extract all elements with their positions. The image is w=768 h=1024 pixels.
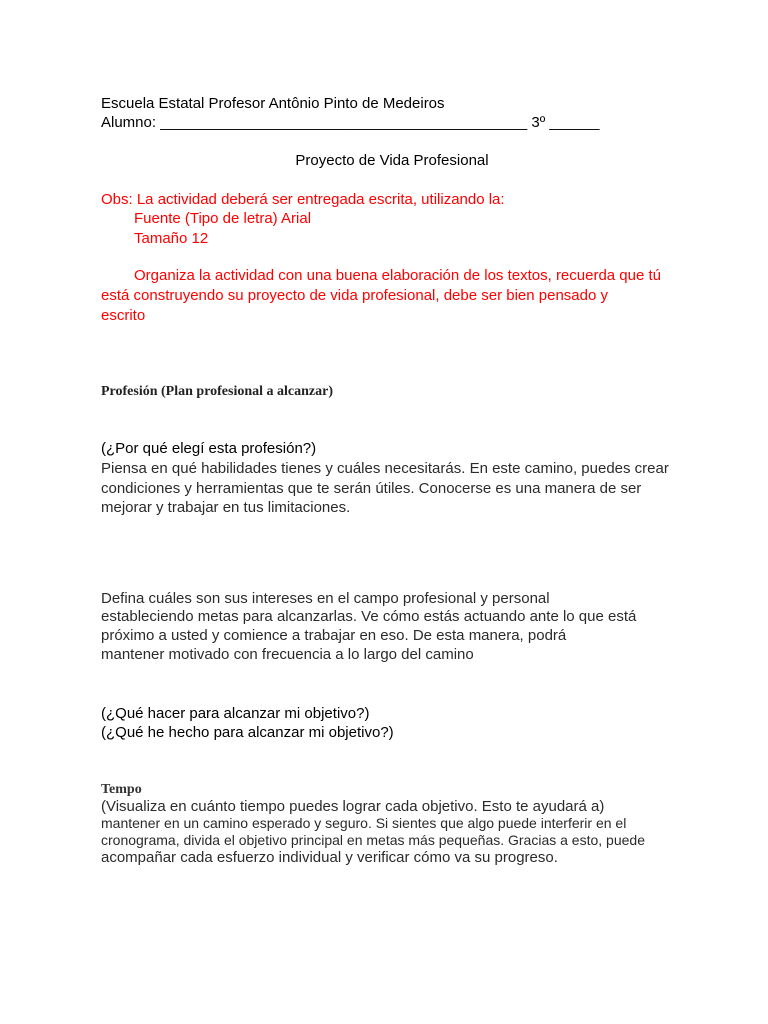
tempo-heading: Tempo [101,782,142,797]
intereses-para-line-4: mantener motivado con frecuencia a lo largo del camino [101,646,474,663]
profesion-para-line-1: Piensa en qué habilidades tienes y cuáles necesitarás. En este camino, puedes crear [101,460,669,477]
profesion-heading: Profesión (Plan profesional a alcanzar) [101,384,334,399]
profesion-para-line-2: condiciones y herramientas que te serán útiles. Conocerse es una manera de ser [101,480,642,497]
instructions-line-3: escrito [101,307,146,324]
instructions-line-2: está construyendo su proyecto de vida profesional, debe ser bien pensado y [101,287,608,304]
profesion-para-line-3: mejorar y trabajar en tus limitaciones. [101,499,351,516]
profesion-question: (¿Por qué elegí esta profesión?) [101,440,317,457]
objective-question-2: (¿Qué he hecho para alcanzar mi objetivo?) [101,724,394,741]
tempo-para-line-4: acompañar cada esfuerzo individual y verificar cómo va su progreso. [101,849,558,866]
intereses-para-line-2: estableciendo metas para alcanzarlas. Ve cómo estás actuando ante lo que está [101,608,637,625]
obs-line-1: Obs: La actividad deberá ser entregada escrita, utilizando la: [101,191,505,208]
school-name: Escuela Estatal Profesor Antônio Pinto de Medeiros [101,95,445,112]
tempo-para-line-1: (Visualiza en cuánto tiempo puedes lograr cada objetivo. Esto te ayudará a) [101,798,605,815]
student-line: Alumno: ____________________________________________ 3º ______ [101,114,600,131]
instructions-line-1: Organiza la actividad con una buena elaboración de los textos, recuerda que tú [134,267,662,284]
intereses-para-line-1: Defina cuáles son sus intereses en el campo profesional y personal [101,590,550,607]
page-title: Proyecto de Vida Profesional [295,152,489,169]
obs-line-2: Fuente (Tipo de letra) Arial [134,210,312,227]
tempo-para-line-3: cronograma, divida el objetivo principal en metas más pequeñas. Gracias a esto, puede [101,832,645,848]
intereses-para-line-3: próximo a usted y comience a trabajar en eso. De esta manera, podrá [101,627,567,644]
tempo-para-line-2: mantener en un camino esperado y seguro. Si sientes que algo puede interferir en el [101,815,627,831]
obs-line-3: Tamaño 12 [134,230,209,247]
objective-question-1: (¿Qué hacer para alcanzar mi objetivo?) [101,705,370,722]
